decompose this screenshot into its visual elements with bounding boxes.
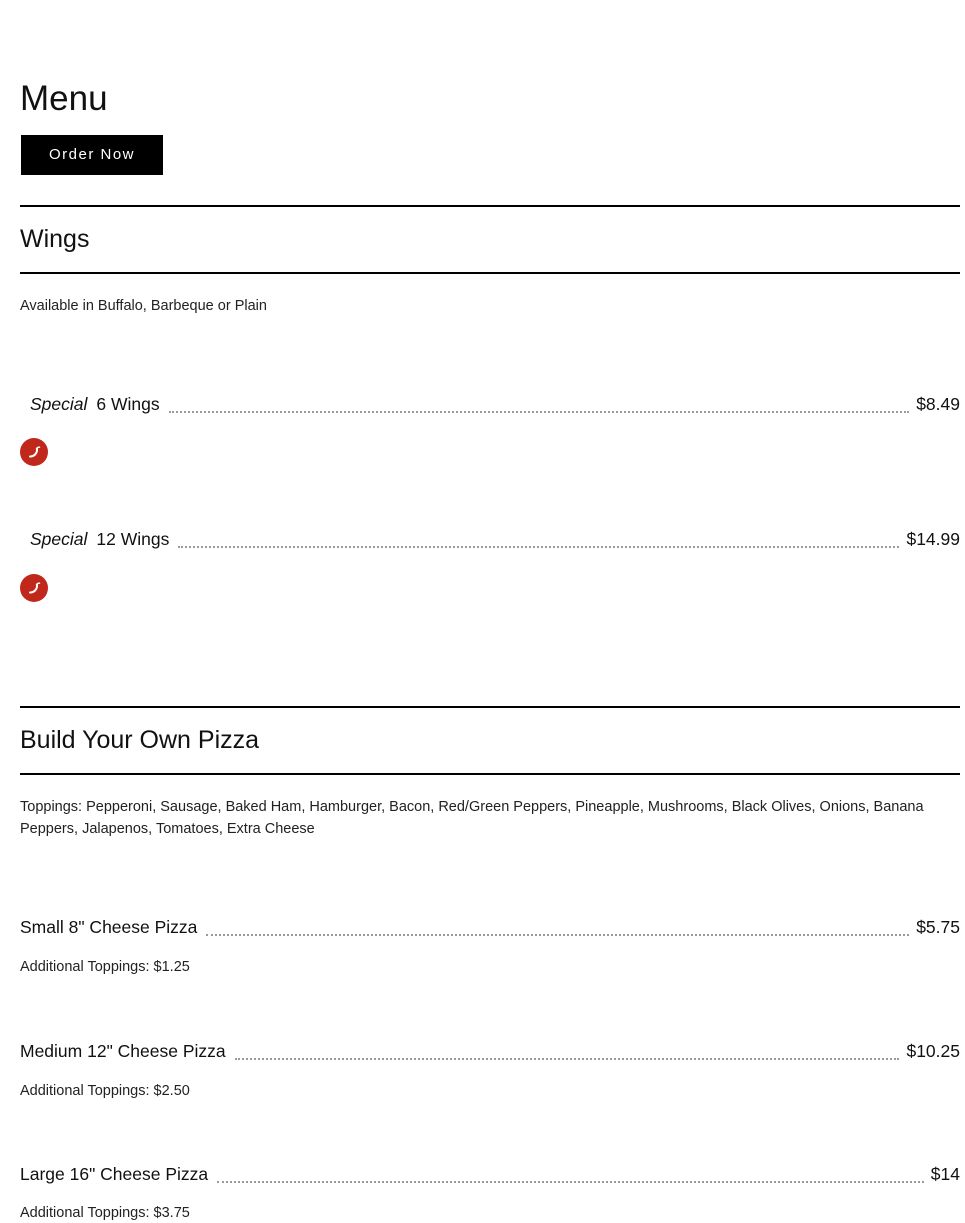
section-divider xyxy=(20,706,960,708)
chili-pepper-icon xyxy=(20,574,48,602)
leader-dots xyxy=(178,546,899,548)
menu-item-small-pizza xyxy=(20,913,960,939)
section-divider xyxy=(20,272,960,274)
leader-dots xyxy=(217,1181,924,1183)
item-price: $14.99 xyxy=(906,529,960,549)
leader-dots xyxy=(206,934,909,936)
item-note: Additional Toppings: $2.50 xyxy=(20,1083,190,1099)
leader-dots xyxy=(235,1058,900,1060)
menu-item-6-wings xyxy=(20,390,960,416)
section-title-wings: Wings xyxy=(20,225,90,253)
section-description-pizza: Toppings: Pepperoni, Sausage, Baked Ham, Hamburger, Bacon, Red/Green Peppers, Pineapple, Mushrooms, Black Olives, Onions, Banana Peppers, Jalapenos, Tomatoes, Extra Cheese xyxy=(20,799,924,837)
menu-item-large-pizza xyxy=(20,1160,960,1186)
item-note: Additional Toppings: $1.25 xyxy=(20,959,190,975)
section-title-pizza: Build Your Own Pizza xyxy=(20,726,260,754)
item-name: Medium 12" Cheese Pizza xyxy=(20,1041,226,1061)
order-now-button[interactable]: Order Now xyxy=(21,135,163,175)
chili-pepper-icon xyxy=(20,438,48,466)
item-note: Additional Toppings: $3.75 xyxy=(20,1205,190,1221)
item-name: Large 16" Cheese Pizza xyxy=(20,1164,209,1184)
leader-dots xyxy=(169,411,910,413)
item-name: 6 Wings xyxy=(96,394,160,414)
special-badge: Special xyxy=(30,394,88,414)
menu-item-12-wings xyxy=(20,525,960,551)
item-price: $8.49 xyxy=(916,394,960,414)
section-divider xyxy=(20,773,960,775)
section-description-wings: Available in Buffalo, Barbeque or Plain xyxy=(20,298,267,314)
item-price: $10.25 xyxy=(906,1041,960,1061)
item-price: $5.75 xyxy=(916,917,960,937)
section-divider xyxy=(20,205,960,207)
special-badge: Special xyxy=(30,529,88,549)
menu-item-medium-pizza xyxy=(20,1037,960,1063)
item-name: Small 8" Cheese Pizza xyxy=(20,917,198,937)
item-price: $14 xyxy=(930,1164,960,1184)
page-title: Menu xyxy=(20,79,108,118)
item-name: 12 Wings xyxy=(96,529,170,549)
